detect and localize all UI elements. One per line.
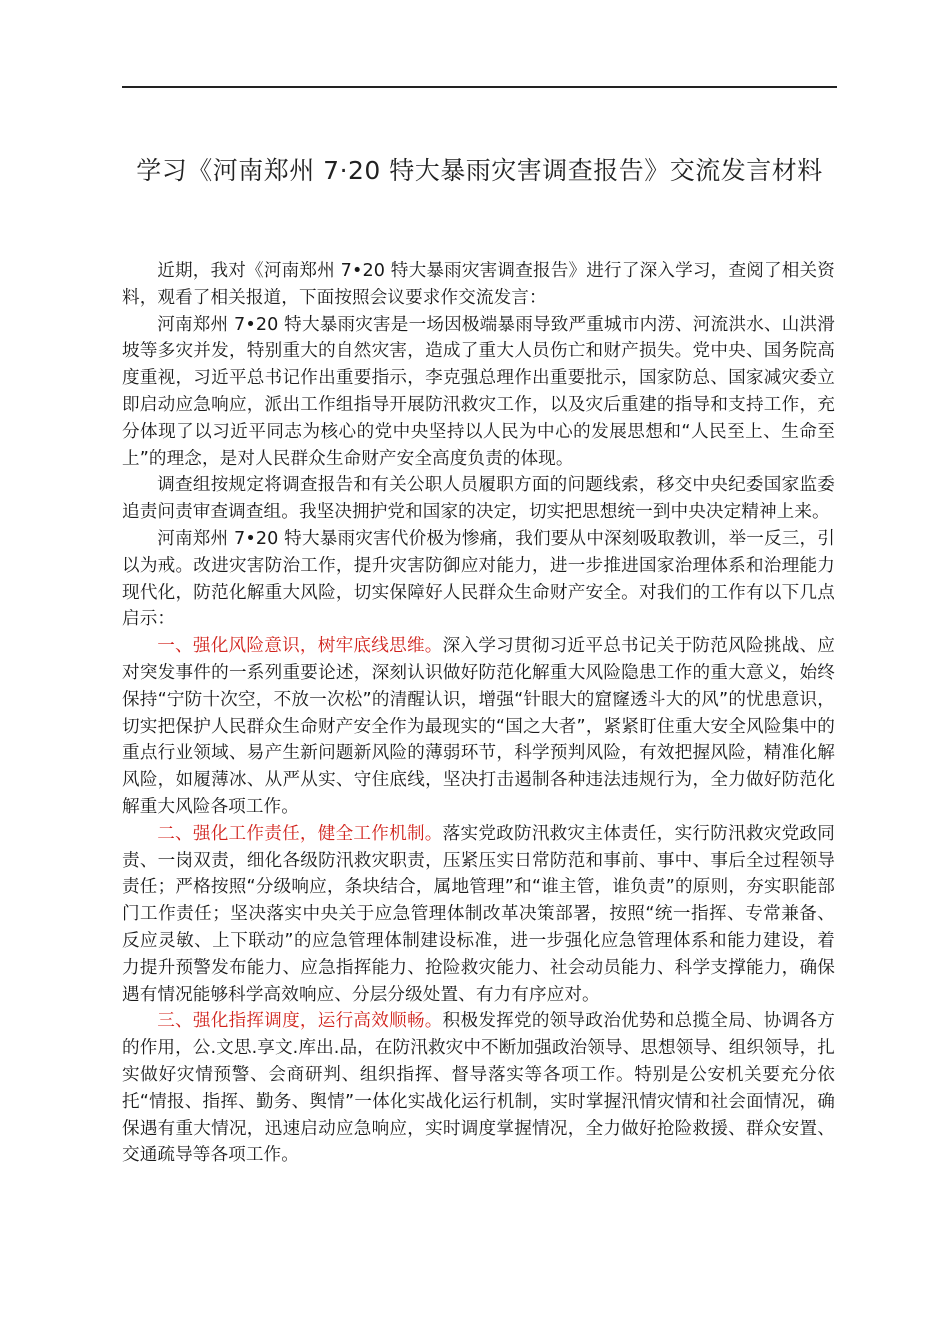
paragraph-text: 近期，我对《河南郑州 7•20 特大暴雨灾害调查报告》进行了深入学习，查阅了相关资料，观看了相关报道，下面按照会议要求作交流发言： xyxy=(122,261,835,308)
paragraph-investigation xyxy=(122,472,835,526)
paragraph-text: 河南郑州 7•20 特大暴雨灾害代价极为惨痛，我们要从中深刻吸取教训，举一反三，引以为戒。改进灾害防治工作，提升灾害防御应对能力，进一步推进国家治理体系和治理能力现代化，防范化解重大风险，切实保障好人民群众生命财产安全。对我们的工作有以下几点启示： xyxy=(122,528,835,630)
section-heading: 二、强化工作责任，健全工作机制。 xyxy=(157,823,443,844)
paragraph-point-1 xyxy=(122,633,835,821)
document-body xyxy=(122,258,835,1169)
paragraph-lessons xyxy=(122,526,835,633)
paragraph-text: 深入学习贯彻习近平总书记关于防范风险挑战、应对突发事件的一系列重要论述，深刻认识做好防范化解重大风险隐患工作的重大意义，始终保持“宁防十次空，不放一次松”的清醒认识，增强“针眼大的窟窿透斗大的风”的忧患意识，切实把保护人民群众生命财产安全作为最现实的“国之大者”，紧紧盯住重大安全风险集中的重点行业领域、易产生新问题新风险的薄弱环节，科学预判风险，有效把握风险，精准化解风险，如履薄冰、从严从实、守住底线，坚决打击遏制各种违法违规行为，全力做好防范化解重大风险各项工作。 xyxy=(122,636,835,817)
paragraph-point-2 xyxy=(122,821,835,1009)
paragraph-text: 积极发挥党的领导政治优势和总揽全局、协调各方的作用，公.文思.享文.库出.品，在防汛救灾中不断加强政治领导、思想领导、组织领导，扎实做好灾情预警、会商研判、组织指挥、督导落实等各项工作。特别是公安机关要充分依托“情报、指挥、勤务、舆情”一体化实战化运行机制，实时掌握汛情灾情和社会面情况，确保遇有重大情况，迅速启动应急响应，实时调度掌握情况，全力做好抢险救援、群众安置、交通疏导等各项工作。 xyxy=(122,1011,835,1166)
section-heading: 三、强化指挥调度，运行高效顺畅。 xyxy=(157,1011,443,1032)
paragraph-background xyxy=(122,312,835,473)
paragraph-intro xyxy=(122,258,835,312)
paragraph-text: 调查组按规定将调查报告和有关公职人员履职方面的问题线索，移交中央纪委国家监委追责问责审查调查组。我坚决拥护党和国家的决定，切实把思想统一到中央决定精神上来。 xyxy=(122,475,835,523)
section-heading: 一、强化风险意识，树牢底线思维。 xyxy=(157,636,443,657)
document-title: 学习《河南郑州 7·20 特大暴雨灾害调查报告》交流发言材料 xyxy=(136,156,823,185)
paragraph-text: 河南郑州 7•20 特大暴雨灾害是一场因极端暴雨导致严重城市内涝、河流洪水、山洪滑坡等多灾并发，特别重大的自然灾害，造成了重大人员伤亡和财产损失。党中央、国务院高度重视，习近平总书记作出重要指示，李克强总理作出重要批示，国家防总、国家减灾委立即启动应急响应，派出工作组指导开展防汛救灾工作，以及灾后重建的指导和支持工作，充分体现了以习近平同志为核心的党中央坚持以人民为中心的发展思想和“人民至上、生命至上”的理念，是对人民群众生命财产安全高度负责的体现。 xyxy=(122,314,835,469)
paragraph-text: 落实党政防汛救灾主体责任，实行防汛救灾党政同责、一岗双责，细化各级防汛救灾职责，压紧压实日常防范和事前、事中、事后全过程领导责任；严格按照“分级响应，条块结合，属地管理”和“谁主管，谁负责”的原则，夯实职能部门工作责任；坚决落实中央关于应急管理体制改革决策部署，按照“统一指挥、专常兼备、反应灵敏、上下联动”的应急管理体制建设标准，进一步强化应急管理体系和能力建设，着力提升预警发布能力、应急指挥能力、抢险救灾能力、社会动员能力、科学支撑能力，确保遇有情况能够科学高效响应、分层分级处置、有力有序应对。 xyxy=(122,823,835,1005)
paragraph-point-3 xyxy=(122,1008,835,1169)
header-rule xyxy=(122,86,837,88)
